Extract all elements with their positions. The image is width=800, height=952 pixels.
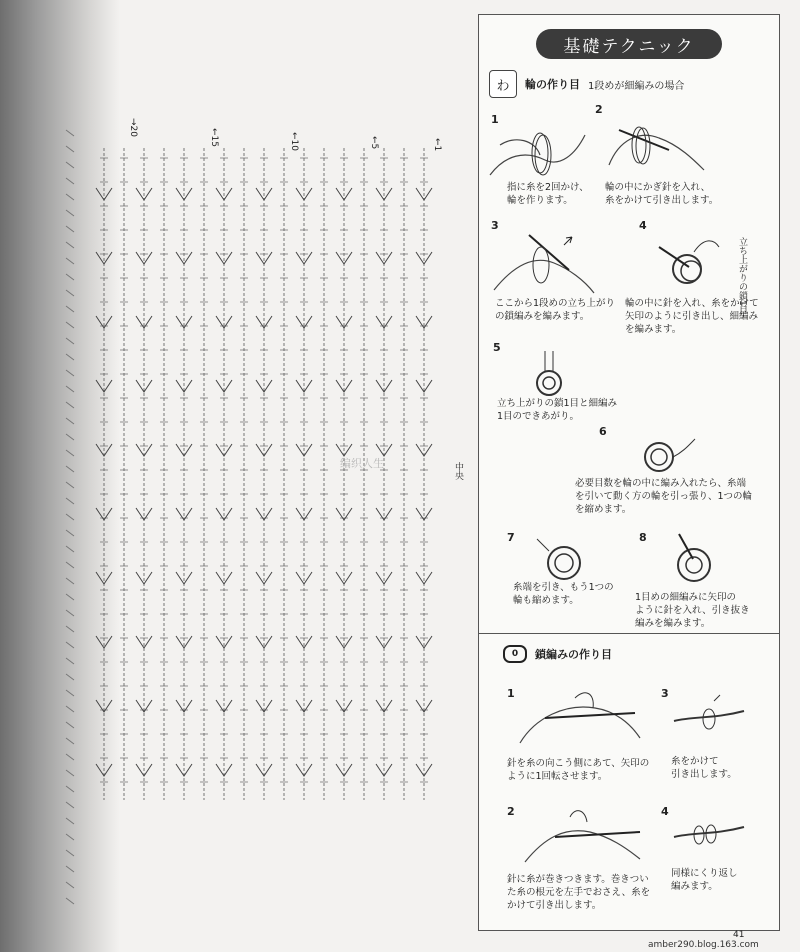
- chain-step-2-number: 2: [507, 805, 515, 818]
- ring-step-2-number: 2: [595, 103, 603, 116]
- chain-step-4-caption: 同様にくり返し 編みます。: [671, 868, 738, 892]
- page-number: 41: [733, 930, 745, 940]
- ring-step-1-number: 1: [491, 113, 499, 126]
- ring-step-7-number: 7: [507, 531, 515, 544]
- ring-symbol-icon: わ: [489, 70, 517, 98]
- chain-section-header: [503, 645, 612, 663]
- ring-section-subtitle: 1段めが細編みの場合: [588, 80, 685, 92]
- left-edge-stitches: [66, 130, 74, 904]
- ring-step-1-caption: 指に糸を2回かけ、 輪を作ります。: [507, 182, 589, 206]
- slip-stitch-illustration: [659, 529, 729, 591]
- ring-step-8-number: 8: [639, 531, 647, 544]
- row-label-5: ←5: [369, 136, 379, 150]
- center-label: 中央: [453, 462, 463, 480]
- ring-section-header: [489, 70, 684, 98]
- row-label-10: ←10: [289, 132, 299, 151]
- chain-step-1-caption: 針を糸の向こう側にあて、矢印の ように1回転させます。: [507, 758, 650, 782]
- ring-step-3-number: 3: [491, 219, 499, 232]
- ring-step-4-number: 4: [639, 219, 647, 232]
- chain-step-1-number: 1: [507, 687, 515, 700]
- ring-step-7-caption: 糸端を引き、もう1つの 輪も縮めます。: [513, 582, 614, 606]
- section-divider: [479, 633, 779, 634]
- completed-stitch-illustration: [519, 345, 579, 405]
- chain-step-3-caption: 糸をかけて 引き出します。: [671, 756, 737, 780]
- ring-step-8-caption: 1目めの細編みに矢印の ように針を入れ、引き抜き 編みを編みます。: [635, 592, 750, 629]
- tighten-ring-illustration: [619, 427, 699, 482]
- hook-rotate-illustration: [515, 683, 645, 753]
- row-label-1: ←1: [432, 138, 442, 152]
- hook-ring-illustration: [599, 110, 709, 180]
- chain-step-3-number: 3: [661, 687, 669, 700]
- ring-section-title: 輪の作り目: [525, 78, 580, 91]
- chain-symbol-icon: 0: [503, 645, 527, 663]
- ring-step-6-number: 6: [599, 425, 607, 438]
- ring-step-5-caption: 立ち上がりの鎖1目と細編み 1目のできあがり。: [497, 398, 618, 422]
- row-label-20: →20: [128, 118, 138, 137]
- ring-step-5-number: 5: [493, 341, 501, 354]
- hand-ring-illustration: [485, 115, 595, 185]
- chain-step-2-caption: 針に糸が巻きつきます。巻きつい た糸の根元を左手でおさえ、糸を かけて引き出します。: [507, 874, 651, 911]
- ring-step-3-caption: ここから1段めの立ち上がり の鎖編みを編みます。: [495, 298, 616, 322]
- chain-step-4-number: 4: [661, 805, 669, 818]
- repeat-chain-illustration: [669, 807, 749, 863]
- yarn-over-illustration: [669, 691, 749, 747]
- ring-step-4-note: 立ち上がりの鎖1目: [737, 237, 747, 315]
- panel-title: 基礎テクニック: [536, 29, 722, 59]
- chain-section-title: 鎖編みの作り目: [535, 648, 612, 661]
- chain-start-illustration: [489, 225, 599, 297]
- technique-panel: [478, 14, 780, 931]
- hold-yarn-illustration: [515, 797, 645, 869]
- single-crochet-ring-illustration: [649, 227, 729, 297]
- source-footer: amber290.blog.163.com: [648, 940, 759, 950]
- watermark: 编织人生: [340, 457, 384, 470]
- ring-step-4-caption: 輪の中に針を入れ、糸をかけて 矢印のように引き出し、細編み を編みます。: [625, 298, 759, 335]
- ring-step-6-caption: 必要目数を輪の中に編み入れたら、糸端 を引いて動く方の輪を引っ張り、1つの輪 を縮めます。: [575, 478, 753, 515]
- row-label-15: ←15: [209, 128, 219, 147]
- ring-step-2-caption: 輪の中にかぎ針を入れ、 糸をかけて引き出します。: [605, 182, 719, 206]
